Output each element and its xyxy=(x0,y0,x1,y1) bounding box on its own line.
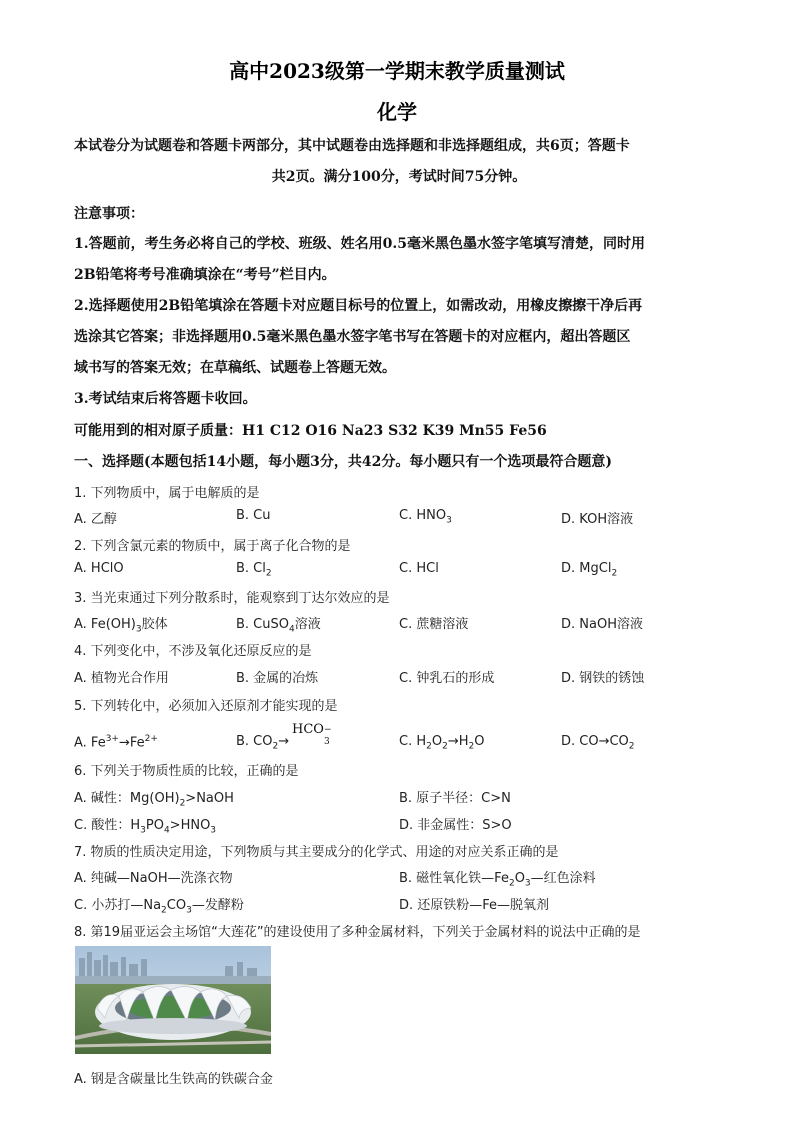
note-2c: 域书写的答案无效；在草稿纸、试题卷上答题无效。 xyxy=(74,360,396,376)
note-1b: 2B铅笔将考号准确填涂在“考号”栏目内。 xyxy=(74,267,336,283)
section-1-heading: 一、选择题(本题包括14小题，每小题3分，共42分。每小题只有一个选项最符合题意) xyxy=(74,454,612,470)
note-2a: 2.选择题使用2B铅笔填涂在答题卡对应题目标号的位置上，如需改动，用橡皮擦擦干净后再 xyxy=(74,298,643,314)
q7-option-c: C. 小苏打$—Na_2CO_3—$发酵粉 xyxy=(74,898,244,916)
q1-option-d: D. KOH溶液 xyxy=(561,512,634,527)
exam-title: 高中2023级第一学期末教学质量测试 xyxy=(229,59,565,83)
intro-line-1: 本试卷分为试题卷和答题卡两部分，其中试题卷由选择题和非选择题组成，共6页；答题卡 xyxy=(74,138,630,154)
q6-option-c: C. 酸性：$H_3PO_4>HNO_3$ xyxy=(74,818,217,836)
q7-stem: 7. 物质的性质决定用途，下列物质与其主要成分的化学式、用途的对应关系正确的是 xyxy=(74,845,559,860)
q1-option-b: B. Cu xyxy=(236,508,271,523)
note-2b: 选涂其它答案；非选择题用0.5毫米黑色墨水签字笔书写在答题卡的对应框内，超出答题区 xyxy=(74,329,631,345)
q4-option-b: B. 金属的冶炼 xyxy=(236,671,319,686)
q5-option-b: B. $CO_2\to$ xyxy=(236,734,290,752)
subject-title: 化学 xyxy=(377,100,417,124)
q4-option-d: D. 钢铁的锈蚀 xyxy=(561,671,645,686)
q8-stem: 8. 第19届亚运会主场馆“大莲花”的建设使用了多种金属材料，下列关于金属材料的说法中正确的是 xyxy=(74,925,641,940)
q5-option-c: C. $H_2O_2\to H_2O$ xyxy=(399,734,485,752)
q4-stem: 4. 下列变化中，不涉及氧化还原反应的是 xyxy=(74,644,312,659)
q5-option-d: D. $CO\to CO_2$ xyxy=(561,734,635,752)
q3-option-d: D. NaOH溶液 xyxy=(561,617,643,632)
q3-option-c: C. 蔗糖溶液 xyxy=(399,617,469,632)
q5-option-b-hco3: HCO − 3 xyxy=(292,722,332,747)
note-1a: 1.答题前，考生务必将自己的学校、班级、姓名用0.5毫米黑色墨水签字笔填写清楚，同时用 xyxy=(74,236,645,252)
notes-heading: 注意事项： xyxy=(74,206,144,222)
q5-stem: 5. 下列转化中，必须加入还原剂才能实现的是 xyxy=(74,699,338,714)
q2-option-b: B. $Cl_2$ xyxy=(236,561,272,579)
q2-option-c: C. HCl xyxy=(399,561,439,576)
q2-option-d: D. MgCl$_2$ xyxy=(561,561,618,579)
q2-stem: 2. 下列含氯元素的物质中，属于离子化合物的是 xyxy=(74,539,351,554)
q6-stem: 6. 下列关于物质性质的比较，正确的是 xyxy=(74,764,299,779)
q8-option-a: A. 钢是含碳量比生铁高的铁碳合金 xyxy=(74,1072,273,1087)
q5-option-a: A. $Fe^{3+}\to Fe^{2+}$ xyxy=(74,734,158,751)
q1-option-a: A. 乙醇 xyxy=(74,512,117,527)
note-3: 3.考试结束后将答题卡收回。 xyxy=(74,391,257,407)
stadium-photo xyxy=(75,946,271,1054)
q7-option-a: A. 纯碱—NaOH—洗涤衣物 xyxy=(74,871,233,886)
q3-option-a: A. $Fe(OH)_3$胶体 xyxy=(74,617,168,635)
q3-option-b: B. CuSO$_4$溶液 xyxy=(236,617,321,635)
q4-option-c: C. 钟乳石的形成 xyxy=(399,671,495,686)
q7-option-b: B. 磁性氧化铁$—Fe_2O_3—$红色涂料 xyxy=(399,871,596,889)
q3-stem: 3. 当光束通过下列分散系时，能观察到丁达尔效应的是 xyxy=(74,591,390,606)
intro-line-2: 共2页。满分100分，考试时间75分钟。 xyxy=(271,169,527,185)
q1-stem: 1. 下列物质中，属于电解质的是 xyxy=(74,486,260,501)
q2-option-a: A. HClO xyxy=(74,561,124,576)
q4-option-a: A. 植物光合作用 xyxy=(74,671,169,686)
q1-option-c: C. $HNO_3$ xyxy=(399,508,452,526)
q6-option-d: D. 非金属性：S>O xyxy=(399,818,512,833)
q6-option-b: B. 原子半径：C>N xyxy=(399,791,511,806)
atomic-mass-line: 可能用到的相对原子质量：H1 C12 O16 Na23 S32 K39 Mn55 Fe56 xyxy=(74,423,547,439)
q6-option-a: A. 碱性：$Mg(OH)_2>NaOH$ xyxy=(74,791,234,809)
q7-option-d: D. 还原铁粉—Fe—脱氧剂 xyxy=(399,898,550,913)
